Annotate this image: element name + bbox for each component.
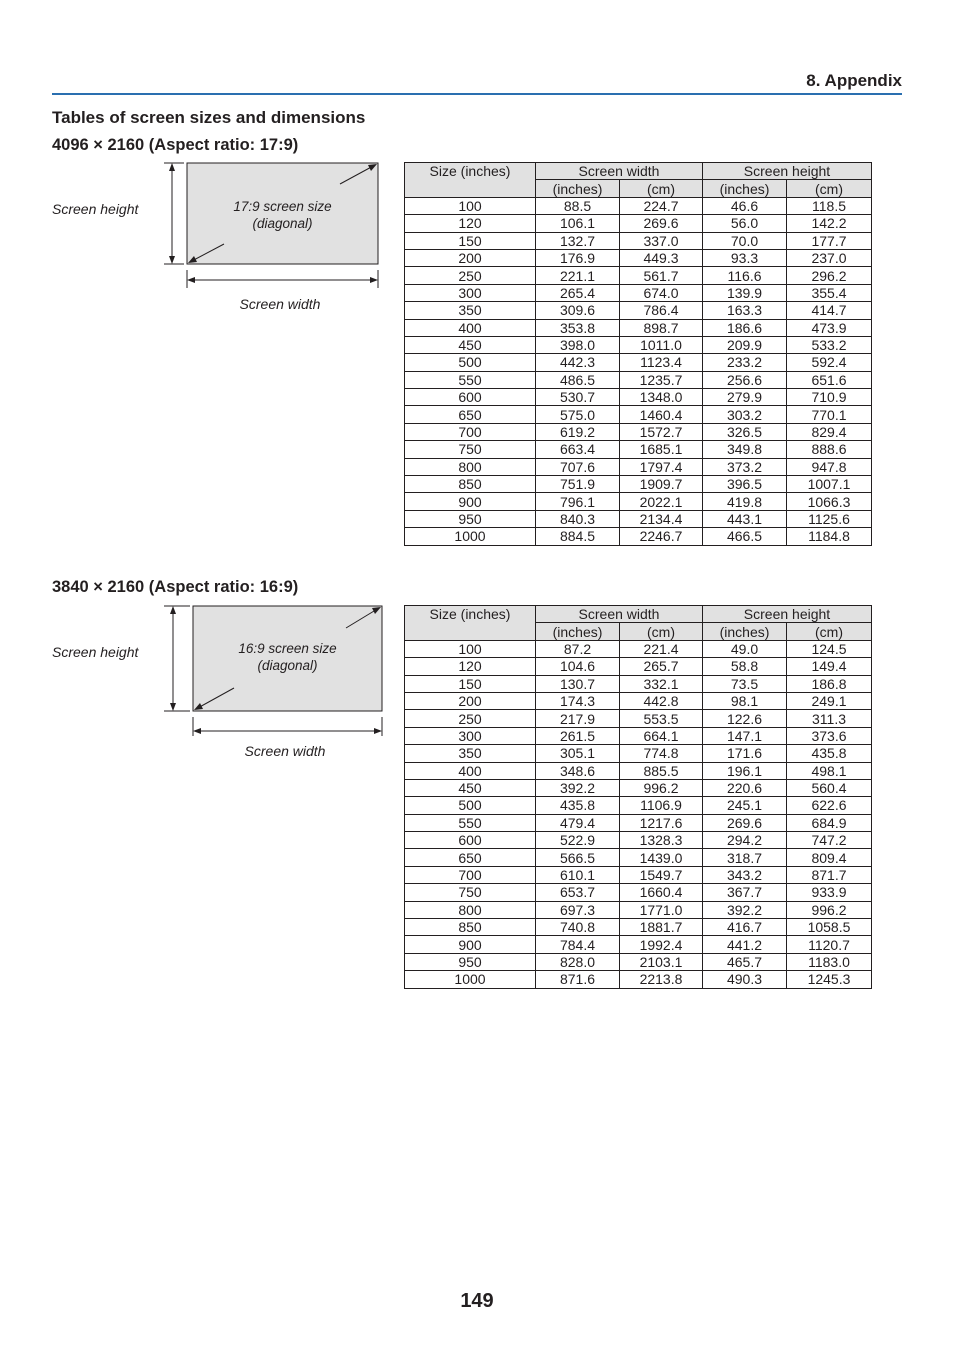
- table-row: [405, 814, 872, 831]
- screen-diagram-16-9: [44, 603, 394, 763]
- table-cell: 888.6: [787, 441, 872, 458]
- table-cell: 500: [405, 797, 536, 814]
- table-cell: 233.2: [703, 354, 787, 371]
- table-cell: 392.2: [703, 901, 787, 918]
- table-cell: 373.6: [787, 727, 872, 744]
- table-cell: 88.5: [536, 197, 620, 214]
- table-cell: 449.3: [620, 249, 703, 266]
- table-body: [405, 197, 872, 545]
- dimensions-table-16-9: [404, 605, 872, 989]
- table-cell: 600: [405, 832, 536, 849]
- table-cell: 163.3: [703, 302, 787, 319]
- table-cell: 522.9: [536, 832, 620, 849]
- table-cell: 104.6: [536, 658, 620, 675]
- table-cell: 1011.0: [620, 336, 703, 353]
- table-cell: 265.4: [536, 284, 620, 301]
- table-cell: 1328.3: [620, 832, 703, 849]
- table-cell: 710.9: [787, 389, 872, 406]
- table-cell: 560.4: [787, 779, 872, 796]
- table-cell: 419.8: [703, 493, 787, 510]
- table-title-17-9: 4096 × 2160 (Aspect ratio: 17:9): [52, 136, 299, 154]
- table-cell: 441.2: [703, 936, 787, 953]
- col-height-header: Screen height: [703, 163, 872, 180]
- table-cell: 221.1: [536, 267, 620, 284]
- table-cell: 2134.4: [620, 510, 703, 527]
- table-cell: 800: [405, 901, 536, 918]
- table-cell: 533.2: [787, 336, 872, 353]
- table-cell: 473.9: [787, 319, 872, 336]
- table-row: [405, 797, 872, 814]
- table-cell: 217.9: [536, 710, 620, 727]
- table-row: [405, 197, 872, 214]
- table-cell: 871.7: [787, 866, 872, 883]
- table-cell: 592.4: [787, 354, 872, 371]
- table-cell: 684.9: [787, 814, 872, 831]
- table-cell: 850: [405, 476, 536, 493]
- table-row: [405, 675, 872, 692]
- table-cell: 530.7: [536, 389, 620, 406]
- table-cell: 349.8: [703, 441, 787, 458]
- table-cell: 884.5: [536, 528, 620, 545]
- table-cell: 139.9: [703, 284, 787, 301]
- chapter-heading: 8. Appendix: [806, 71, 902, 90]
- table-cell: 2103.1: [620, 953, 703, 970]
- table-cell: 498.1: [787, 762, 872, 779]
- table-cell: 309.6: [536, 302, 620, 319]
- table-cell: 1572.7: [620, 423, 703, 440]
- table-cell: 1245.3: [787, 971, 872, 988]
- table-cell: 1909.7: [620, 476, 703, 493]
- table-cell: 186.8: [787, 675, 872, 692]
- table-cell: 58.8: [703, 658, 787, 675]
- table-cell: 650: [405, 849, 536, 866]
- table-cell: 553.5: [620, 710, 703, 727]
- table-cell: 550: [405, 371, 536, 388]
- table-cell: 674.0: [620, 284, 703, 301]
- table-cell: 120: [405, 658, 536, 675]
- unit-cm: (cm): [787, 623, 872, 640]
- table-cell: 350: [405, 302, 536, 319]
- table-cell: 326.5: [703, 423, 787, 440]
- table-row: [405, 936, 872, 953]
- table-cell: 898.7: [620, 319, 703, 336]
- section-title: Tables of screen sizes and dimensions: [52, 108, 366, 127]
- table-cell: 318.7: [703, 849, 787, 866]
- table-cell: 120: [405, 215, 536, 232]
- unit-cm: (cm): [620, 180, 703, 197]
- header-rule: [52, 93, 902, 95]
- table-row: [405, 762, 872, 779]
- table-row: [405, 319, 872, 336]
- table-cell: 177.7: [787, 232, 872, 249]
- table-row: [405, 389, 872, 406]
- table-cell: 885.5: [620, 762, 703, 779]
- table-cell: 373.2: [703, 458, 787, 475]
- table-cell: 651.6: [787, 371, 872, 388]
- table-cell: 809.4: [787, 849, 872, 866]
- table-cell: 311.3: [787, 710, 872, 727]
- table-cell: 150: [405, 675, 536, 692]
- table-cell: 300: [405, 727, 536, 744]
- table-cell: 1123.4: [620, 354, 703, 371]
- table-row: [405, 441, 872, 458]
- table-cell: 130.7: [536, 675, 620, 692]
- table-row: [405, 336, 872, 353]
- diagonal-size-label: 17:9 screen size (diagonal): [233, 199, 332, 231]
- table-cell: 786.4: [620, 302, 703, 319]
- table-cell: 367.7: [703, 884, 787, 901]
- table-title-16-9: 3840 × 2160 (Aspect ratio: 16:9): [52, 578, 299, 596]
- table-cell: 840.3: [536, 510, 620, 527]
- table-cell: 450: [405, 336, 536, 353]
- screen-width-label: Screen width: [239, 296, 321, 312]
- table-cell: 122.6: [703, 710, 787, 727]
- table-row: [405, 849, 872, 866]
- table-cell: 400: [405, 762, 536, 779]
- table-cell: 619.2: [536, 423, 620, 440]
- table-cell: 1106.9: [620, 797, 703, 814]
- dimensions-table-17-9: [404, 162, 872, 546]
- table-cell: 1007.1: [787, 476, 872, 493]
- table-cell: 663.4: [536, 441, 620, 458]
- table-cell: 2022.1: [620, 493, 703, 510]
- table-cell: 747.2: [787, 832, 872, 849]
- table-cell: 414.7: [787, 302, 872, 319]
- table-cell: 800: [405, 458, 536, 475]
- table-cell: 1235.7: [620, 371, 703, 388]
- table-cell: 622.6: [787, 797, 872, 814]
- table-cell: 269.6: [703, 814, 787, 831]
- table-cell: 774.8: [620, 745, 703, 762]
- table-row: [405, 640, 872, 657]
- table-row: [405, 832, 872, 849]
- table-cell: 249.1: [787, 692, 872, 709]
- table-cell: 147.1: [703, 727, 787, 744]
- table-cell: 700: [405, 866, 536, 883]
- table-cell: 479.4: [536, 814, 620, 831]
- table-cell: 486.5: [536, 371, 620, 388]
- table-row: [405, 406, 872, 423]
- table-cell: 947.8: [787, 458, 872, 475]
- col-size-header: Size (inches): [405, 163, 536, 198]
- table-row: [405, 971, 872, 988]
- table-row: [405, 284, 872, 301]
- table-cell: 2246.7: [620, 528, 703, 545]
- table-cell: 1125.6: [787, 510, 872, 527]
- screen-width-label: Screen width: [244, 743, 326, 759]
- table-cell: 442.3: [536, 354, 620, 371]
- table-row: [405, 302, 872, 319]
- table-cell: 224.7: [620, 197, 703, 214]
- table-cell: 828.0: [536, 953, 620, 970]
- unit-cm: (cm): [787, 180, 872, 197]
- table-cell: 1000: [405, 971, 536, 988]
- table-cell: 132.7: [536, 232, 620, 249]
- table-row: [405, 779, 872, 796]
- table-cell: 435.8: [536, 797, 620, 814]
- table-cell: 400: [405, 319, 536, 336]
- table-cell: 750: [405, 441, 536, 458]
- table-cell: 1660.4: [620, 884, 703, 901]
- table-cell: 186.6: [703, 319, 787, 336]
- table-cell: 348.6: [536, 762, 620, 779]
- table-cell: 87.2: [536, 640, 620, 657]
- table-cell: 442.8: [620, 692, 703, 709]
- table-cell: 221.4: [620, 640, 703, 657]
- table-cell: 49.0: [703, 640, 787, 657]
- table-cell: 829.4: [787, 423, 872, 440]
- table-cell: 1771.0: [620, 901, 703, 918]
- table-cell: 261.5: [536, 727, 620, 744]
- table-cell: 305.1: [536, 745, 620, 762]
- table-cell: 950: [405, 953, 536, 970]
- table-cell: 1184.8: [787, 528, 872, 545]
- table-cell: 450: [405, 779, 536, 796]
- table-cell: 98.1: [703, 692, 787, 709]
- table-cell: 149.4: [787, 658, 872, 675]
- page-number: 149: [460, 1290, 494, 1312]
- table-row: [405, 919, 872, 936]
- table-cell: 100: [405, 197, 536, 214]
- table-cell: 900: [405, 493, 536, 510]
- table-cell: 269.6: [620, 215, 703, 232]
- unit-inches: (inches): [536, 180, 620, 197]
- table-cell: 118.5: [787, 197, 872, 214]
- table-cell: 150: [405, 232, 536, 249]
- table-cell: 500: [405, 354, 536, 371]
- table-cell: 1183.0: [787, 953, 872, 970]
- table-cell: 740.8: [536, 919, 620, 936]
- table-row: [405, 232, 872, 249]
- col-size-header: Size (inches): [405, 606, 536, 641]
- table-row: [405, 371, 872, 388]
- table-cell: 707.6: [536, 458, 620, 475]
- table-cell: 142.2: [787, 215, 872, 232]
- table-cell: 750: [405, 884, 536, 901]
- table-cell: 1217.6: [620, 814, 703, 831]
- table-row: [405, 458, 872, 475]
- table-cell: 1000: [405, 528, 536, 545]
- unit-inches: (inches): [536, 623, 620, 640]
- table-cell: 566.5: [536, 849, 620, 866]
- table-cell: 561.7: [620, 267, 703, 284]
- table-row: [405, 710, 872, 727]
- table-cell: 343.2: [703, 866, 787, 883]
- unit-inches: (inches): [703, 623, 787, 640]
- table-cell: 770.1: [787, 406, 872, 423]
- table-cell: 171.6: [703, 745, 787, 762]
- table-row: [405, 510, 872, 527]
- table-body: [405, 640, 872, 988]
- table-cell: 220.6: [703, 779, 787, 796]
- table-cell: 300: [405, 284, 536, 301]
- table-cell: 1066.3: [787, 493, 872, 510]
- table-cell: 784.4: [536, 936, 620, 953]
- table-row: [405, 884, 872, 901]
- table-row: [405, 215, 872, 232]
- table-row: [405, 354, 872, 371]
- table-cell: 353.8: [536, 319, 620, 336]
- unit-inches: (inches): [703, 180, 787, 197]
- table-cell: 1549.7: [620, 866, 703, 883]
- table-cell: 237.0: [787, 249, 872, 266]
- col-height-header: Screen height: [703, 606, 872, 623]
- table-cell: 443.1: [703, 510, 787, 527]
- table-cell: 996.2: [620, 779, 703, 796]
- table-cell: 70.0: [703, 232, 787, 249]
- table-cell: 1992.4: [620, 936, 703, 953]
- table-row: [405, 658, 872, 675]
- table-cell: 174.3: [536, 692, 620, 709]
- unit-cm: (cm): [620, 623, 703, 640]
- table-cell: 933.9: [787, 884, 872, 901]
- table-cell: 250: [405, 710, 536, 727]
- table-row: [405, 493, 872, 510]
- table-row: [405, 901, 872, 918]
- table-cell: 294.2: [703, 832, 787, 849]
- table-row: [405, 528, 872, 545]
- table-cell: 1348.0: [620, 389, 703, 406]
- table-cell: 950: [405, 510, 536, 527]
- table-cell: 575.0: [536, 406, 620, 423]
- table-cell: 664.1: [620, 727, 703, 744]
- table-row: [405, 267, 872, 284]
- table-cell: 751.9: [536, 476, 620, 493]
- table-cell: 1058.5: [787, 919, 872, 936]
- table-cell: 1685.1: [620, 441, 703, 458]
- table-cell: 332.1: [620, 675, 703, 692]
- table-cell: 337.0: [620, 232, 703, 249]
- table-cell: 209.9: [703, 336, 787, 353]
- table-cell: 250: [405, 267, 536, 284]
- table-cell: 1439.0: [620, 849, 703, 866]
- table-cell: 256.6: [703, 371, 787, 388]
- table-cell: 245.1: [703, 797, 787, 814]
- table-cell: 996.2: [787, 901, 872, 918]
- screen-height-label: Screen height: [52, 644, 139, 660]
- table-cell: 265.7: [620, 658, 703, 675]
- table-cell: 100: [405, 640, 536, 657]
- table-cell: 93.3: [703, 249, 787, 266]
- table-cell: 392.2: [536, 779, 620, 796]
- table-cell: 350: [405, 745, 536, 762]
- table-cell: 900: [405, 936, 536, 953]
- table-cell: 871.6: [536, 971, 620, 988]
- table-row: [405, 727, 872, 744]
- table-cell: 550: [405, 814, 536, 831]
- table-cell: 700: [405, 423, 536, 440]
- table-cell: 296.2: [787, 267, 872, 284]
- col-width-header: Screen width: [536, 606, 703, 623]
- screen-diagram-drawing: [44, 603, 394, 763]
- table-cell: 1460.4: [620, 406, 703, 423]
- table-row: [405, 249, 872, 266]
- table-cell: 200: [405, 249, 536, 266]
- table-cell: 416.7: [703, 919, 787, 936]
- table-cell: 396.5: [703, 476, 787, 493]
- table-cell: 56.0: [703, 215, 787, 232]
- table-cell: 355.4: [787, 284, 872, 301]
- screen-height-label: Screen height: [52, 201, 139, 217]
- table-cell: 796.1: [536, 493, 620, 510]
- diagonal-size-label: 16:9 screen size (diagonal): [238, 641, 337, 673]
- table-cell: 73.5: [703, 675, 787, 692]
- table-cell: 46.6: [703, 197, 787, 214]
- table-cell: 1797.4: [620, 458, 703, 475]
- table-cell: 106.1: [536, 215, 620, 232]
- table-cell: 196.1: [703, 762, 787, 779]
- table-cell: 116.6: [703, 267, 787, 284]
- table-cell: 303.2: [703, 406, 787, 423]
- table-cell: 398.0: [536, 336, 620, 353]
- table-cell: 124.5: [787, 640, 872, 657]
- table-cell: 176.9: [536, 249, 620, 266]
- table-row: [405, 692, 872, 709]
- table-cell: 850: [405, 919, 536, 936]
- table-cell: 697.3: [536, 901, 620, 918]
- table-cell: 1120.7: [787, 936, 872, 953]
- table-row: [405, 953, 872, 970]
- table-cell: 465.7: [703, 953, 787, 970]
- table-cell: 200: [405, 692, 536, 709]
- table-cell: 435.8: [787, 745, 872, 762]
- table-cell: 650: [405, 406, 536, 423]
- table-cell: 490.3: [703, 971, 787, 988]
- table-row: [405, 745, 872, 762]
- table-cell: 600: [405, 389, 536, 406]
- table-cell: 279.9: [703, 389, 787, 406]
- table-cell: 1881.7: [620, 919, 703, 936]
- table-row: [405, 423, 872, 440]
- col-width-header: Screen width: [536, 163, 703, 180]
- table-cell: 466.5: [703, 528, 787, 545]
- screen-diagram-17-9: [44, 160, 394, 320]
- table-row: [405, 476, 872, 493]
- table-cell: 653.7: [536, 884, 620, 901]
- table-cell: 610.1: [536, 866, 620, 883]
- table-row: [405, 866, 872, 883]
- table-cell: 2213.8: [620, 971, 703, 988]
